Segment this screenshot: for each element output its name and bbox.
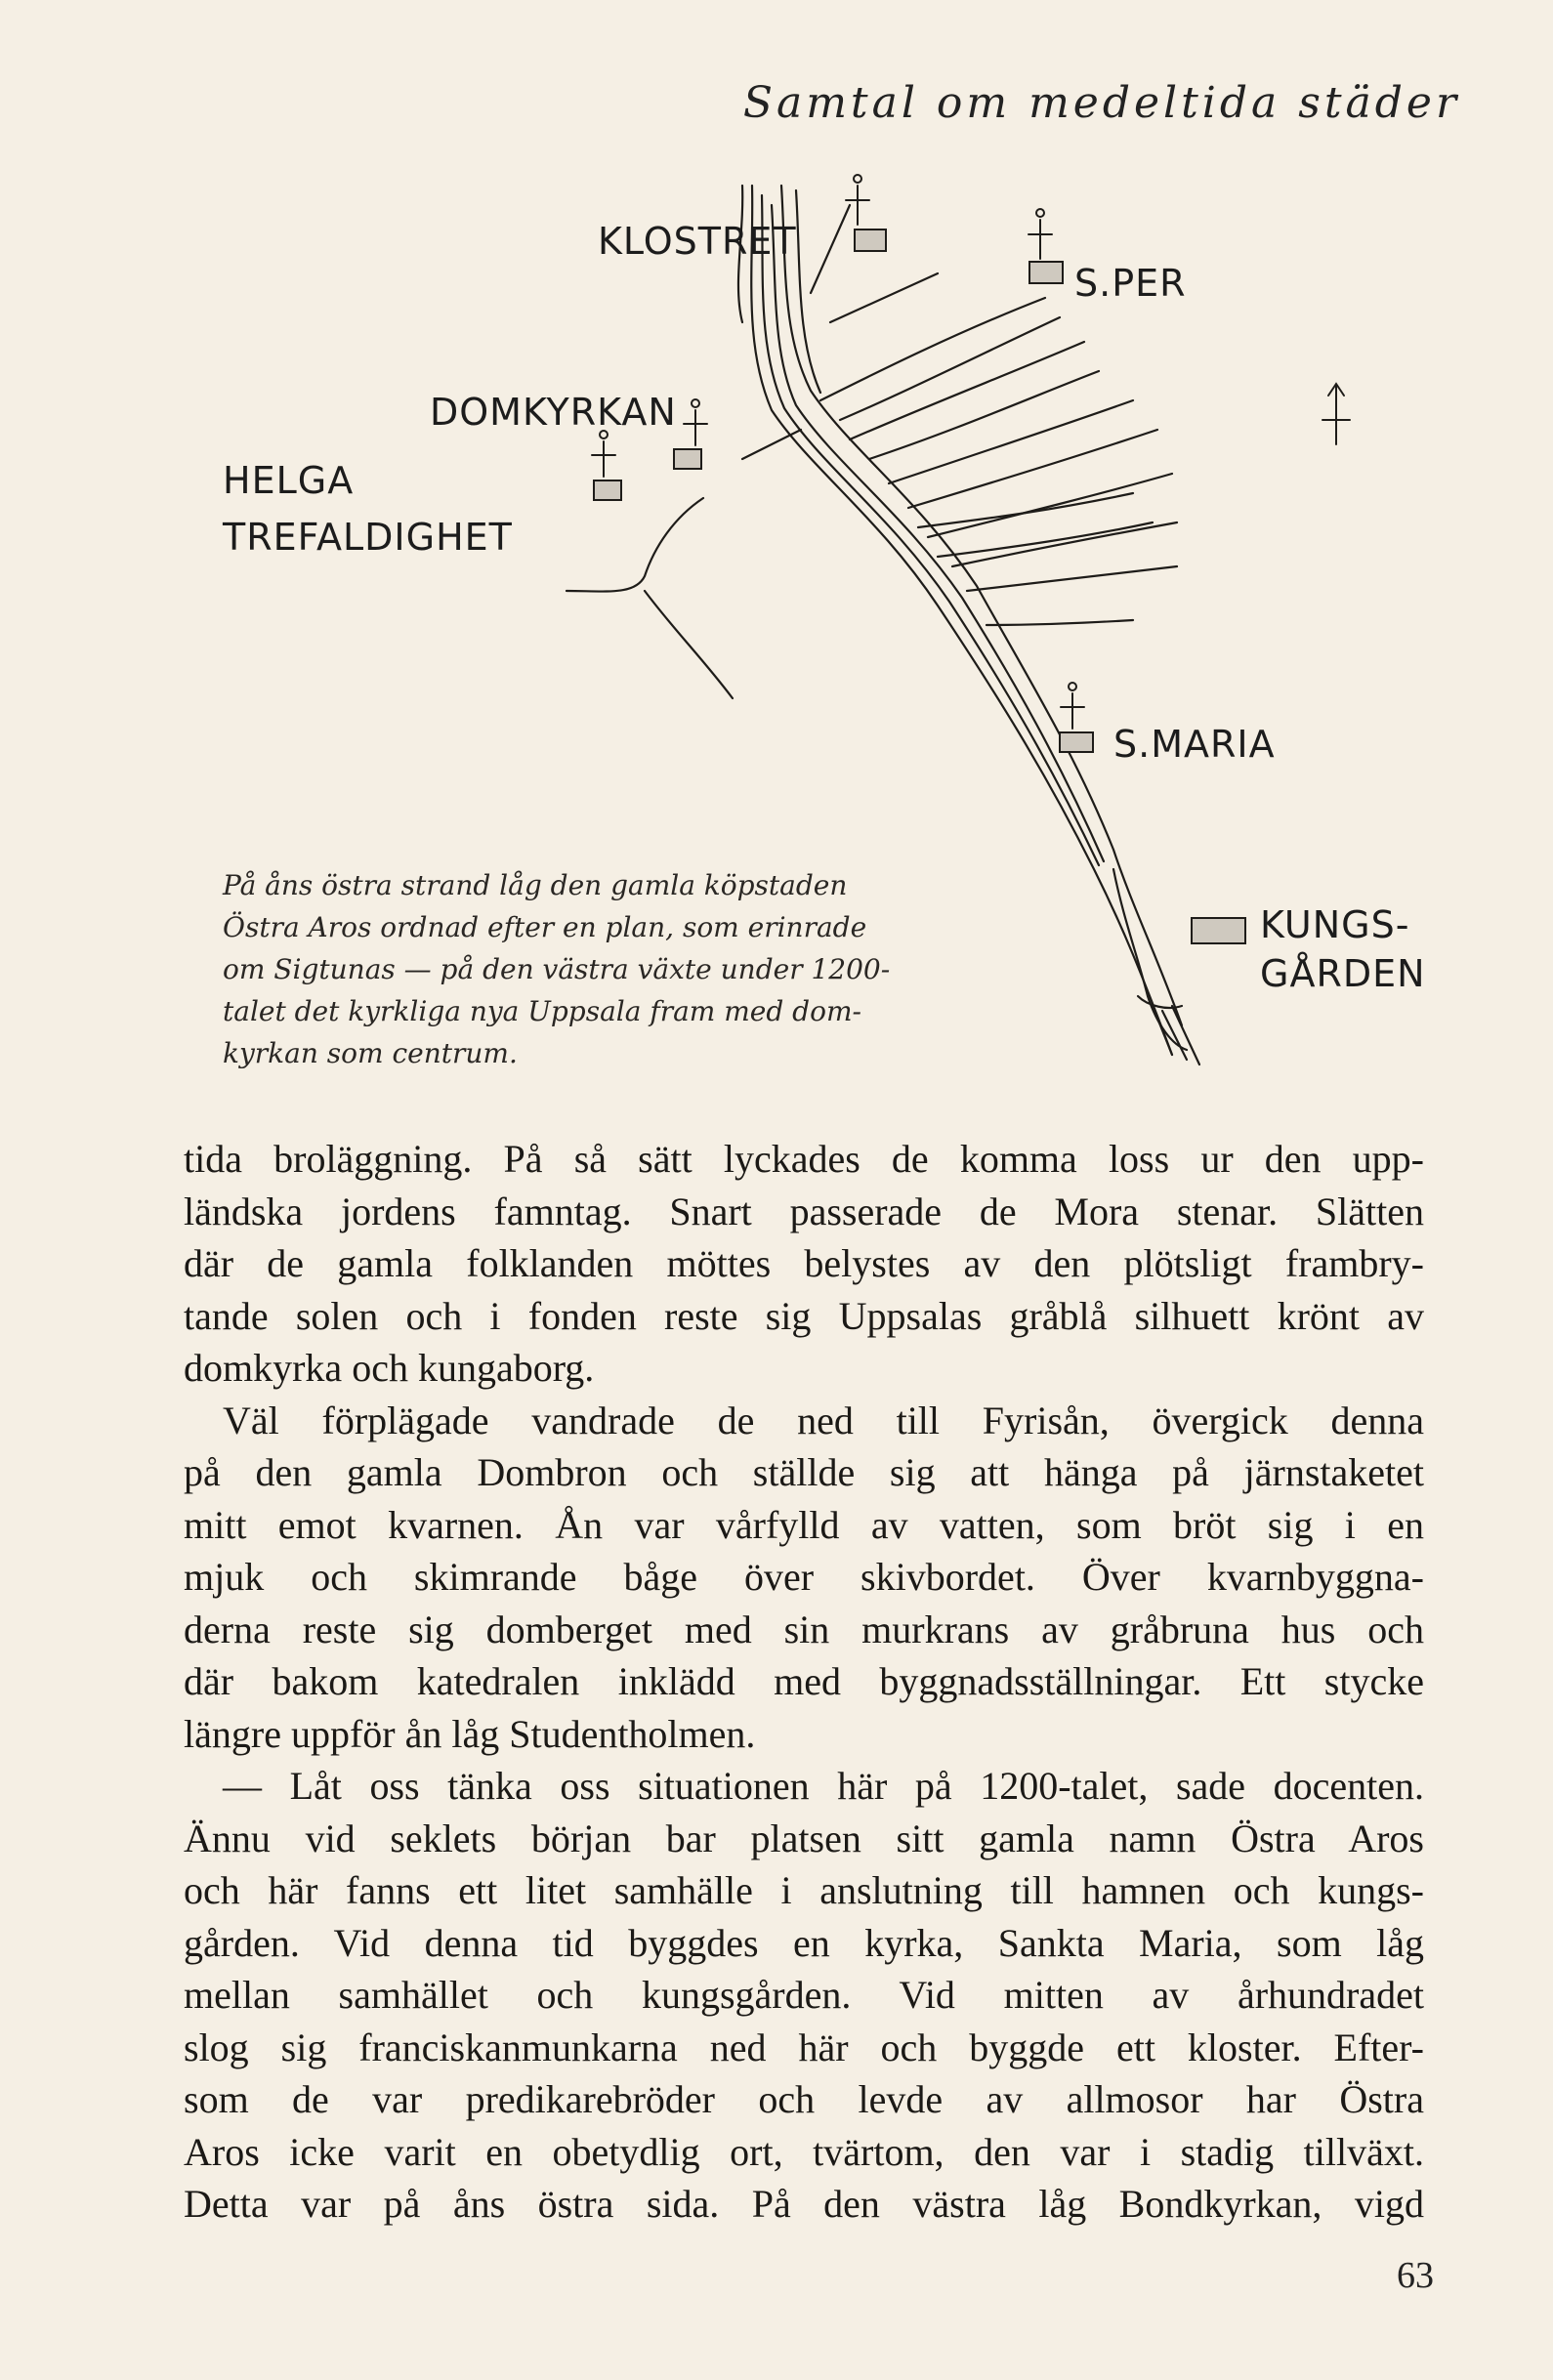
body-line: och här fanns ett litet samhälle i anslutning till hamnen och kungs-: [184, 1868, 1424, 1912]
map-label-trefaldighet: TREFALDIGHET: [223, 516, 513, 559]
page-number: 63: [1397, 2255, 1434, 2296]
body-line: mitt emot kvarnen. Ån var vårfylld av vatten, som bröt sig i en: [184, 1502, 1424, 1547]
caption-line: kyrkan som centrum.: [223, 1037, 518, 1069]
map-label-garden: GÅRDEN: [1260, 952, 1426, 995]
body-line: längre uppför ån låg Studentholmen.: [184, 1711, 756, 1756]
running-head: Samtal om medeltida städer: [742, 78, 1460, 128]
caption-line: talet det kyrkliga nya Uppsala fram med dom-: [223, 995, 861, 1027]
caption-line: om Sigtunas — på den västra växte under 1200-: [223, 953, 891, 985]
map-caption: [223, 864, 891, 1074]
map-label-s-maria: S.MARIA: [1113, 723, 1276, 766]
body-line: slog sig franciskanmunkarna ned här och byggde ett kloster. Efter-: [184, 2025, 1424, 2069]
west-roads: [567, 430, 801, 698]
body-line: gården. Vid denna tid byggdes en kyrka, Sankta Maria, som låg: [184, 1920, 1424, 1965]
body-line: där de gamla folklanden möttes belystes av den plötsligt frambry-: [184, 1241, 1424, 1285]
body-line: tande solen och i fonden reste sig Uppsalas gråblå silhuett krönt av: [184, 1293, 1424, 1338]
body-line: Aros icke varit en obetydlig ort, tvärtom, den var i stadig tillväxt.: [184, 2129, 1424, 2174]
map-label-s-per: S.PER: [1074, 262, 1187, 305]
body-line: Detta var på åns östra sida. På den västra låg Bondkyrkan, vigd: [184, 2182, 1424, 2226]
church-building-icons: [594, 230, 1245, 943]
caption-line: Östra Aros ordnad efter en plan, som erinrade: [223, 911, 867, 943]
map-label-helga: HELGA: [223, 459, 355, 502]
body-line: derna reste sig domberget med sin murkrans av gråbruna hus och: [184, 1607, 1424, 1651]
map-label-kungs: KUNGS-: [1260, 903, 1410, 946]
body-line: där bakom katedralen inklädd med byggnadsställningar. Ett stycke: [184, 1659, 1424, 1703]
body-line: domkyrka och kungaborg.: [184, 1346, 595, 1390]
caption-line: På åns östra strand låg den gamla köpstaden: [223, 869, 848, 901]
body-line: mellan samhället och kungsgården. Vid mitten av århundradet: [184, 1973, 1424, 2017]
map-label-domkyrkan: DOMKYRKAN: [430, 391, 677, 434]
body-line: ländska jordens famntag. Snart passerade de Mora stenar. Slätten: [184, 1189, 1424, 1233]
body-line: — Låt oss tänka oss situationen här på 1200-talet, sade docenten.: [223, 1764, 1424, 1808]
body-line: på den gamla Dombron och ställde sig att hänga på järnstaketet: [184, 1450, 1424, 1494]
body-text: [184, 1133, 1424, 2231]
map-label-klostret: KLOSTRET: [598, 220, 797, 263]
body-line: tida broläggning. På så sätt lyckades de komma loss ur den upp-: [184, 1137, 1424, 1181]
body-line: mjuk och skimrande båge över skivbordet. Över kvarnbyggna-: [184, 1555, 1424, 1599]
body-line: Ännu vid seklets början bar platsen sitt gamla namn Östra Aros: [184, 1816, 1424, 1860]
body-line: Väl förplägade vandrade de ned till Fyrisån, övergick denna: [223, 1398, 1424, 1442]
body-line: som de var predikarebröder och levde av allmosor har Östra: [184, 2077, 1424, 2121]
